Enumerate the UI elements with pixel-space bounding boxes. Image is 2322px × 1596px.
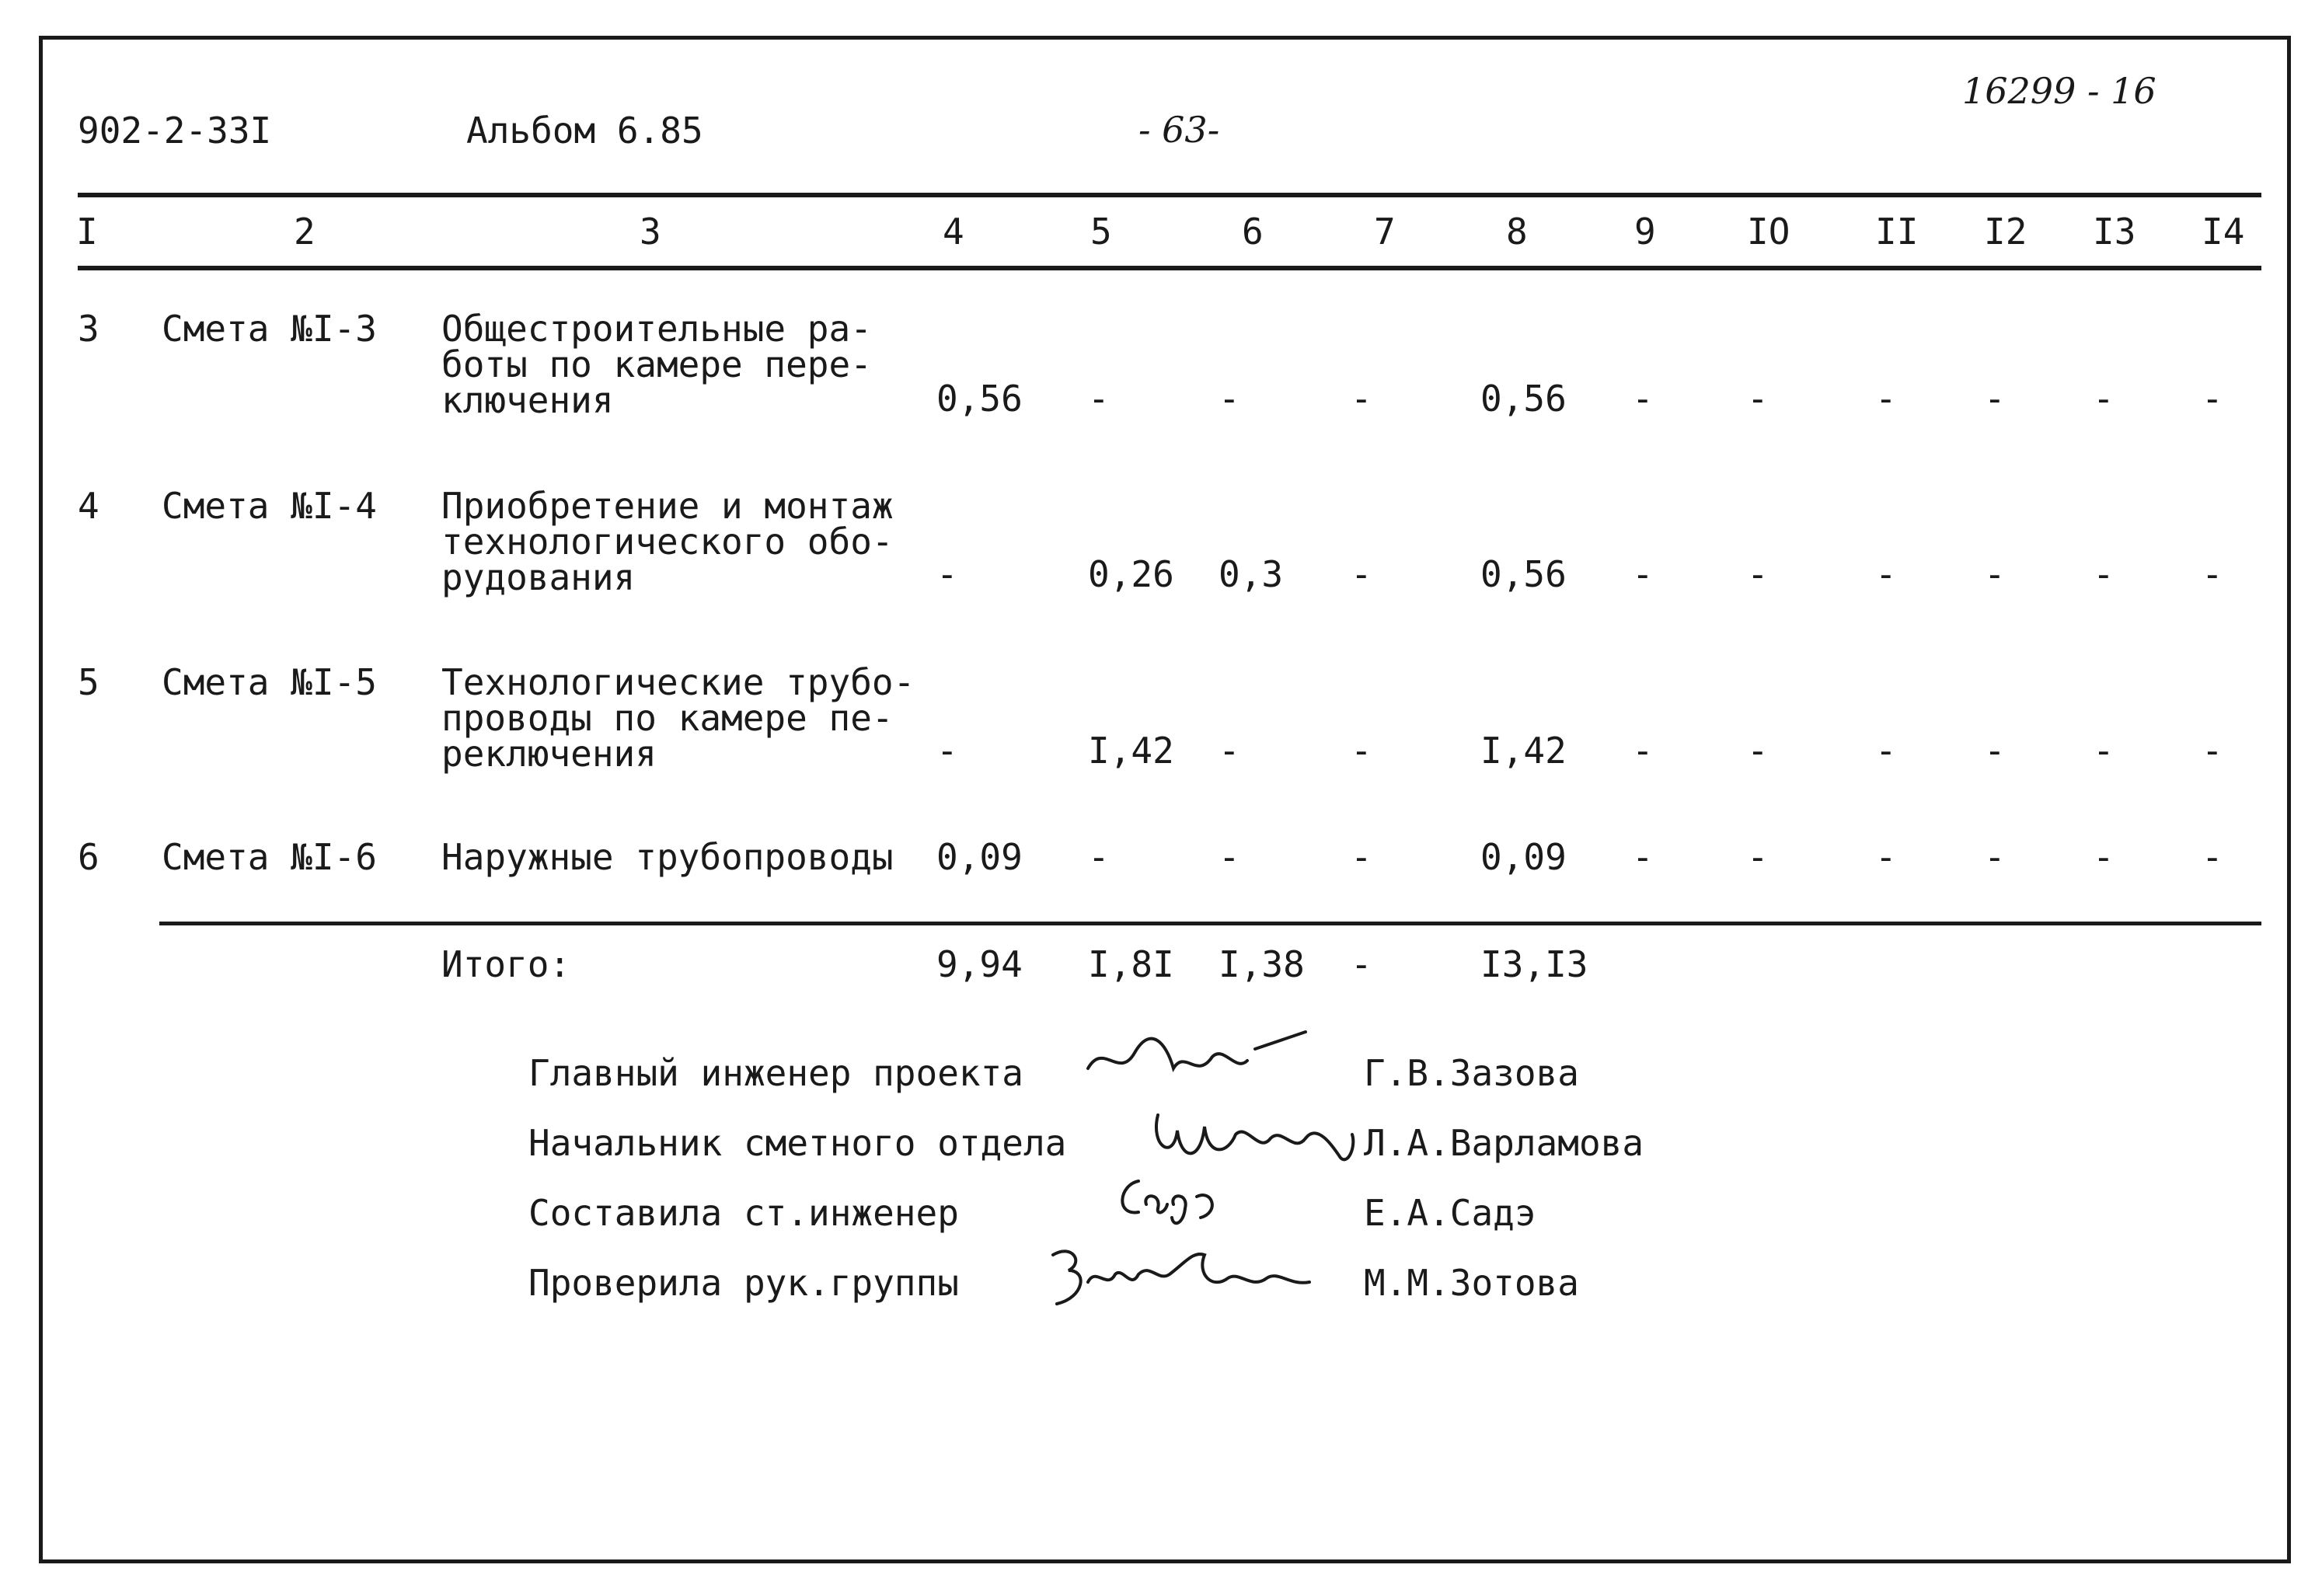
total-col5: I,8I [1088, 943, 1174, 985]
cell-col12: - [1984, 378, 2006, 420]
page-number: - 63- [1138, 109, 1220, 151]
column-header-1: I [76, 211, 98, 253]
row-number: 4 [78, 485, 99, 527]
cell-col9: - [1632, 553, 1654, 595]
signatory-role: Начальник сметного отдела [528, 1122, 1067, 1164]
row-description [441, 661, 915, 775]
cell-col10: - [1747, 553, 1769, 595]
estimate-ref: Смета №I-6 [162, 836, 377, 878]
cell-col7: - [1351, 730, 1372, 772]
cell-col6: - [1219, 730, 1240, 772]
header-top-rule [78, 193, 2261, 197]
cell-col11: - [1875, 730, 1897, 772]
estimate-ref: Смета №I-4 [162, 485, 377, 527]
cell-col12: - [1984, 730, 2006, 772]
signatory-role: Главный инженер проекта [528, 1052, 1023, 1094]
total-col7: - [1351, 943, 1372, 985]
cell-col8: I,42 [1480, 730, 1567, 772]
cell-col12: - [1984, 836, 2006, 878]
document-code: 902-2-33I [78, 110, 272, 152]
description-line: Общестроительные ра- [441, 308, 872, 350]
estimate-ref: Смета №I-3 [162, 308, 377, 350]
header-bottom-rule [78, 266, 2261, 270]
total-col6: I,38 [1219, 943, 1305, 985]
cell-col5: I,42 [1088, 730, 1174, 772]
description-line: боты по камере пере- [441, 343, 872, 385]
cell-col10: - [1747, 730, 1769, 772]
cell-col6: 0,3 [1219, 553, 1284, 595]
column-header-4: 4 [943, 211, 964, 253]
cell-col11: - [1875, 553, 1897, 595]
cell-col10: - [1747, 378, 1769, 420]
cell-col8: 0,56 [1480, 378, 1567, 420]
column-header-7: 7 [1374, 211, 1396, 253]
description-line: Технологические трубо- [441, 661, 915, 703]
column-header-5: 5 [1090, 211, 1112, 253]
signature-scribble [1111, 1169, 1228, 1232]
column-header-8: 8 [1506, 211, 1528, 253]
cell-col6: - [1219, 378, 1240, 420]
description-line: ключения [441, 379, 614, 421]
cell-col11: - [1875, 836, 1897, 878]
cell-col14: - [2202, 730, 2223, 772]
signatory-name: Е.А.Садэ [1364, 1192, 1536, 1234]
signatory-name: М.М.Зотова [1364, 1262, 1579, 1304]
total-label: Итого: [441, 943, 571, 985]
description-line: Приобретение и монтаж [441, 485, 894, 527]
cell-col7: - [1351, 378, 1372, 420]
signature-scribble [1142, 1099, 1360, 1173]
cell-col4: 0,09 [936, 836, 1023, 878]
row-description [441, 836, 894, 878]
cell-col6: - [1219, 836, 1240, 878]
cell-col5: - [1088, 378, 1110, 420]
column-header-13: I3 [2093, 211, 2136, 253]
column-header-6: 6 [1242, 211, 1264, 253]
column-header-12: I2 [1984, 211, 2027, 253]
cell-col5: - [1088, 836, 1110, 878]
cell-col13: - [2093, 378, 2115, 420]
cell-col14: - [2202, 836, 2223, 878]
total-col8: I3,I3 [1480, 943, 1588, 985]
cell-col8: 0,56 [1480, 553, 1567, 595]
description-line: Наружные трубопроводы [441, 836, 894, 878]
cell-col9: - [1632, 836, 1654, 878]
album-label: Альбом 6.85 [466, 110, 703, 152]
cell-col4: 0,56 [936, 378, 1023, 420]
page-frame [39, 36, 2291, 1563]
cell-col11: - [1875, 378, 1897, 420]
cell-col13: - [2093, 836, 2115, 878]
description-line: проводы по камере пе- [441, 697, 894, 739]
column-header-9: 9 [1634, 211, 1656, 253]
cell-col5: 0,26 [1088, 553, 1174, 595]
cell-col7: - [1351, 553, 1372, 595]
signatory-name: Л.А.Варламова [1364, 1122, 1644, 1164]
row-description [441, 308, 872, 421]
cell-col14: - [2202, 553, 2223, 595]
description-line: реключения [441, 733, 657, 775]
cell-col13: - [2093, 730, 2115, 772]
column-header-11: II [1875, 211, 1919, 253]
column-header-10: IO [1747, 211, 1790, 253]
cell-col14: - [2202, 378, 2223, 420]
row-number: 6 [78, 836, 99, 878]
sheet-id: 16299 - 16 [1962, 70, 2156, 112]
cell-col4: - [936, 730, 958, 772]
signatory-name: Г.В.Зазова [1364, 1052, 1579, 1094]
signature-scribble [1080, 1026, 1321, 1096]
column-header-3: 3 [640, 211, 661, 253]
column-header-14: I4 [2202, 211, 2245, 253]
signatory-role: Проверила рук.группы [528, 1262, 959, 1304]
signature-scribble [1041, 1235, 1321, 1313]
cell-col9: - [1632, 378, 1654, 420]
row-number: 5 [78, 661, 99, 703]
row-number: 3 [78, 308, 99, 350]
row-description [441, 485, 894, 598]
total-rule [159, 922, 2261, 925]
cell-col10: - [1747, 836, 1769, 878]
total-col4: 9,94 [936, 943, 1023, 985]
estimate-ref: Смета №I-5 [162, 661, 377, 703]
cell-col4: - [936, 553, 958, 595]
signatory-role: Составила ст.инженер [528, 1192, 959, 1234]
cell-col13: - [2093, 553, 2115, 595]
cell-col7: - [1351, 836, 1372, 878]
description-line: технологического обо- [441, 521, 894, 563]
cell-col8: 0,09 [1480, 836, 1567, 878]
description-line: рудования [441, 556, 636, 598]
column-header-2: 2 [294, 211, 316, 253]
cell-col9: - [1632, 730, 1654, 772]
cell-col12: - [1984, 553, 2006, 595]
